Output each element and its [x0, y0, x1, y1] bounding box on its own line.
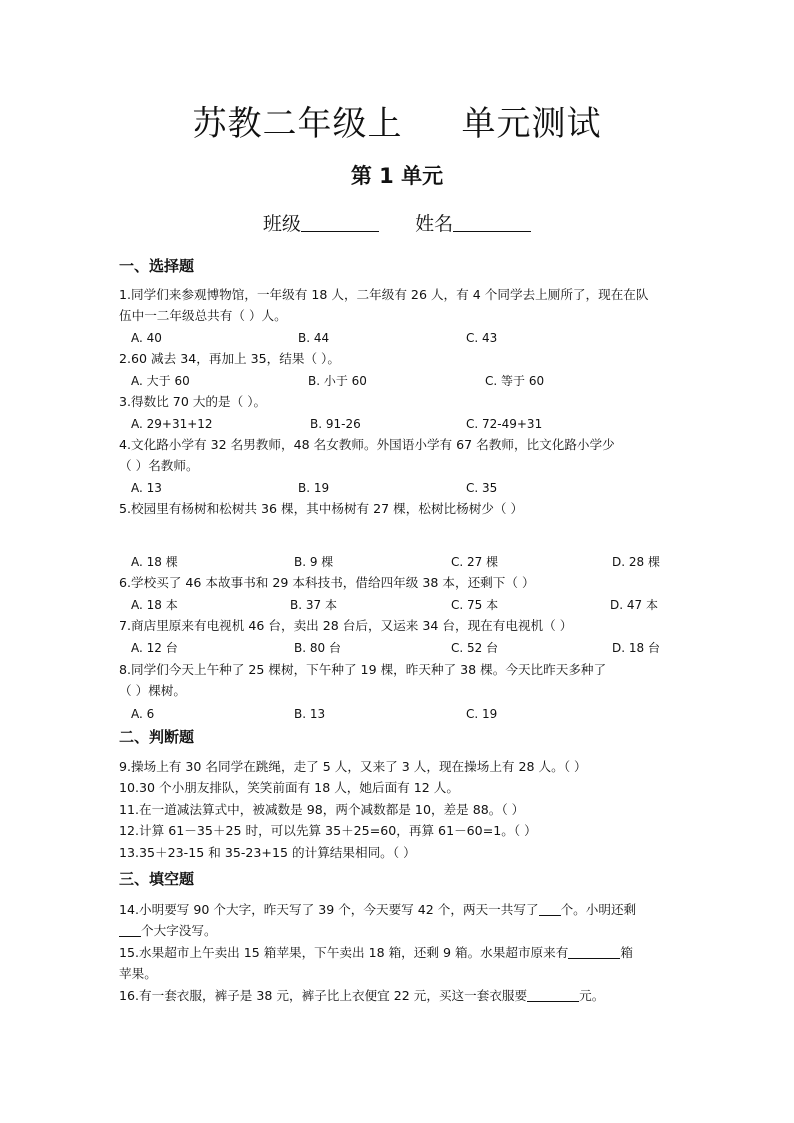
section-judge-heading: 二、判断题 — [119, 728, 195, 746]
page-title: 苏教二年级上 单元测试 — [192, 104, 602, 144]
q3-option-b[interactable]: B. 91-26 — [310, 417, 361, 431]
q7-option-a[interactable]: A. 12 台 — [131, 641, 178, 655]
q9-text: 9.操场上有 30 名同学在跳绳，走了 5 人，又来了 3 人，现在操场上有 28 人。（ ） — [119, 759, 587, 774]
q15-blank[interactable] — [568, 945, 620, 959]
q6-option-d[interactable]: D. 47 本 — [610, 598, 658, 612]
class-label: 班级 — [262, 213, 301, 235]
q3-option-c[interactable]: C. 72-49+31 — [466, 417, 543, 431]
q7-option-b[interactable]: B. 80 台 — [294, 641, 341, 655]
q14-line2 — [119, 923, 217, 939]
q16-line1 — [119, 988, 604, 1004]
name-label: 姓名 — [415, 213, 454, 235]
q1-option-b[interactable]: B. 44 — [298, 331, 330, 345]
q5-line1: 5.校园里有杨树和松树共 36 棵，其中杨树有 27 棵，松树比杨树少（ ） — [119, 501, 524, 516]
q16-part2: 元。 — [579, 988, 605, 1003]
q5-option-c[interactable]: C. 27 棵 — [451, 555, 499, 569]
q4-line2: （ ）名教师。 — [119, 458, 199, 473]
q8-line2: （ ）棵树。 — [119, 683, 186, 698]
q4-line1: 4.文化路小学有 32 名男教师，48 名女教师。外国语小学有 67 名教师，比文化路小学少 — [119, 437, 615, 452]
q15-part1: 15.水果超市上午卖出 15 箱苹果，下午卖出 18 箱，还剩 9 箱。水果超市原来有 — [119, 945, 569, 960]
q5-option-a[interactable]: A. 18 棵 — [131, 555, 178, 569]
q3-line1: 3.得数比 70 大的是（ ）。 — [119, 394, 267, 409]
q14-part2: 个。小明还剩 — [560, 902, 637, 917]
q13-text: 13.35＋23-15 和 35-23+15 的计算结果相同。（ ） — [119, 845, 416, 860]
q12-text: 12.计算 61－35＋25 时，可以先算 35＋25=60，再算 61－60=1。（ ） — [119, 823, 537, 838]
name-blank[interactable] — [453, 211, 531, 232]
q15-part2: 箱 — [620, 945, 633, 960]
q7-line1: 7.商店里原来有电视机 46 台，卖出 28 台后，又运来 34 台，现在有电视机（ ） — [119, 618, 573, 633]
q6-option-c[interactable]: C. 75 本 — [451, 598, 499, 612]
q6-line1: 6.学校买了 46 本故事书和 29 本科技书，借给四年级 38 本，还剩下（ ） — [119, 575, 535, 590]
q2-option-b[interactable]: B. 小于 60 — [308, 374, 367, 388]
q4-option-b[interactable]: B. 19 — [298, 481, 330, 495]
q2-option-c[interactable]: C. 等于 60 — [485, 374, 545, 388]
q6-option-b[interactable]: B. 37 本 — [290, 598, 337, 612]
unit-subtitle: 第 1 单元 — [350, 164, 444, 188]
q3-option-a[interactable]: A. 29+31+12 — [131, 417, 213, 431]
q1-option-a[interactable]: A. 40 — [131, 331, 162, 345]
q7-option-c[interactable]: C. 52 台 — [451, 641, 499, 655]
q15-line1 — [119, 945, 633, 961]
q8-option-a[interactable]: A. 6 — [131, 707, 155, 721]
q14-part1: 14.小明要写 90 个大字，昨天写了 39 个，今天要写 42 个，两天一共写了 — [119, 902, 539, 917]
q4-option-c[interactable]: C. 35 — [466, 481, 498, 495]
q16-blank[interactable] — [527, 988, 579, 1002]
class-blank[interactable] — [301, 211, 379, 232]
q10-text: 10.30 个小朋友排队，笑笑前面有 18 人，她后面有 12 人。 — [119, 780, 459, 795]
q15-line2: 苹果。 — [119, 966, 157, 981]
q2-option-a[interactable]: A. 大于 60 — [131, 374, 190, 388]
q1-option-c[interactable]: C. 43 — [466, 331, 498, 345]
q11-text: 11.在一道减法算式中，被减数是 98，两个减数都是 10，差是 88。（ ） — [119, 802, 525, 817]
q1-line1: 1.同学们来参观博物馆，一年级有 18 人，二年级有 26 人，有 4 个同学去上厕所了，现在在队 — [119, 287, 649, 302]
q5-option-b[interactable]: B. 9 棵 — [294, 555, 334, 569]
q8-option-c[interactable]: C. 19 — [466, 707, 498, 721]
q14-blank2[interactable] — [119, 923, 141, 937]
q7-option-d[interactable]: D. 18 台 — [612, 641, 660, 655]
q6-option-a[interactable]: A. 18 本 — [131, 598, 178, 612]
q14-line1 — [119, 902, 636, 918]
q16-part1: 16.有一套衣服，裤子是 38 元，裤子比上衣便宜 22 元，买这一套衣服要 — [119, 988, 528, 1003]
q2-line1: 2.60 减去 34，再加上 35，结果（ ）。 — [119, 351, 340, 366]
q8-option-b[interactable]: B. 13 — [294, 707, 326, 721]
q8-line1: 8.同学们今天上午种了 25 棵树，下午种了 19 棵，昨天种了 38 棵。今天比昨天多种了 — [119, 662, 607, 677]
section-fill-heading: 三、填空题 — [119, 870, 195, 888]
section-choice-heading: 一、选择题 — [119, 257, 195, 275]
q5-option-d[interactable]: D. 28 棵 — [612, 555, 660, 569]
student-info-line — [0, 209, 794, 236]
q14-blank1[interactable] — [539, 902, 561, 916]
q14-part3: 个大字没写。 — [141, 923, 217, 938]
q4-option-a[interactable]: A. 13 — [131, 481, 162, 495]
q1-line2: 伍中一二年级总共有（ ）人。 — [119, 308, 287, 323]
